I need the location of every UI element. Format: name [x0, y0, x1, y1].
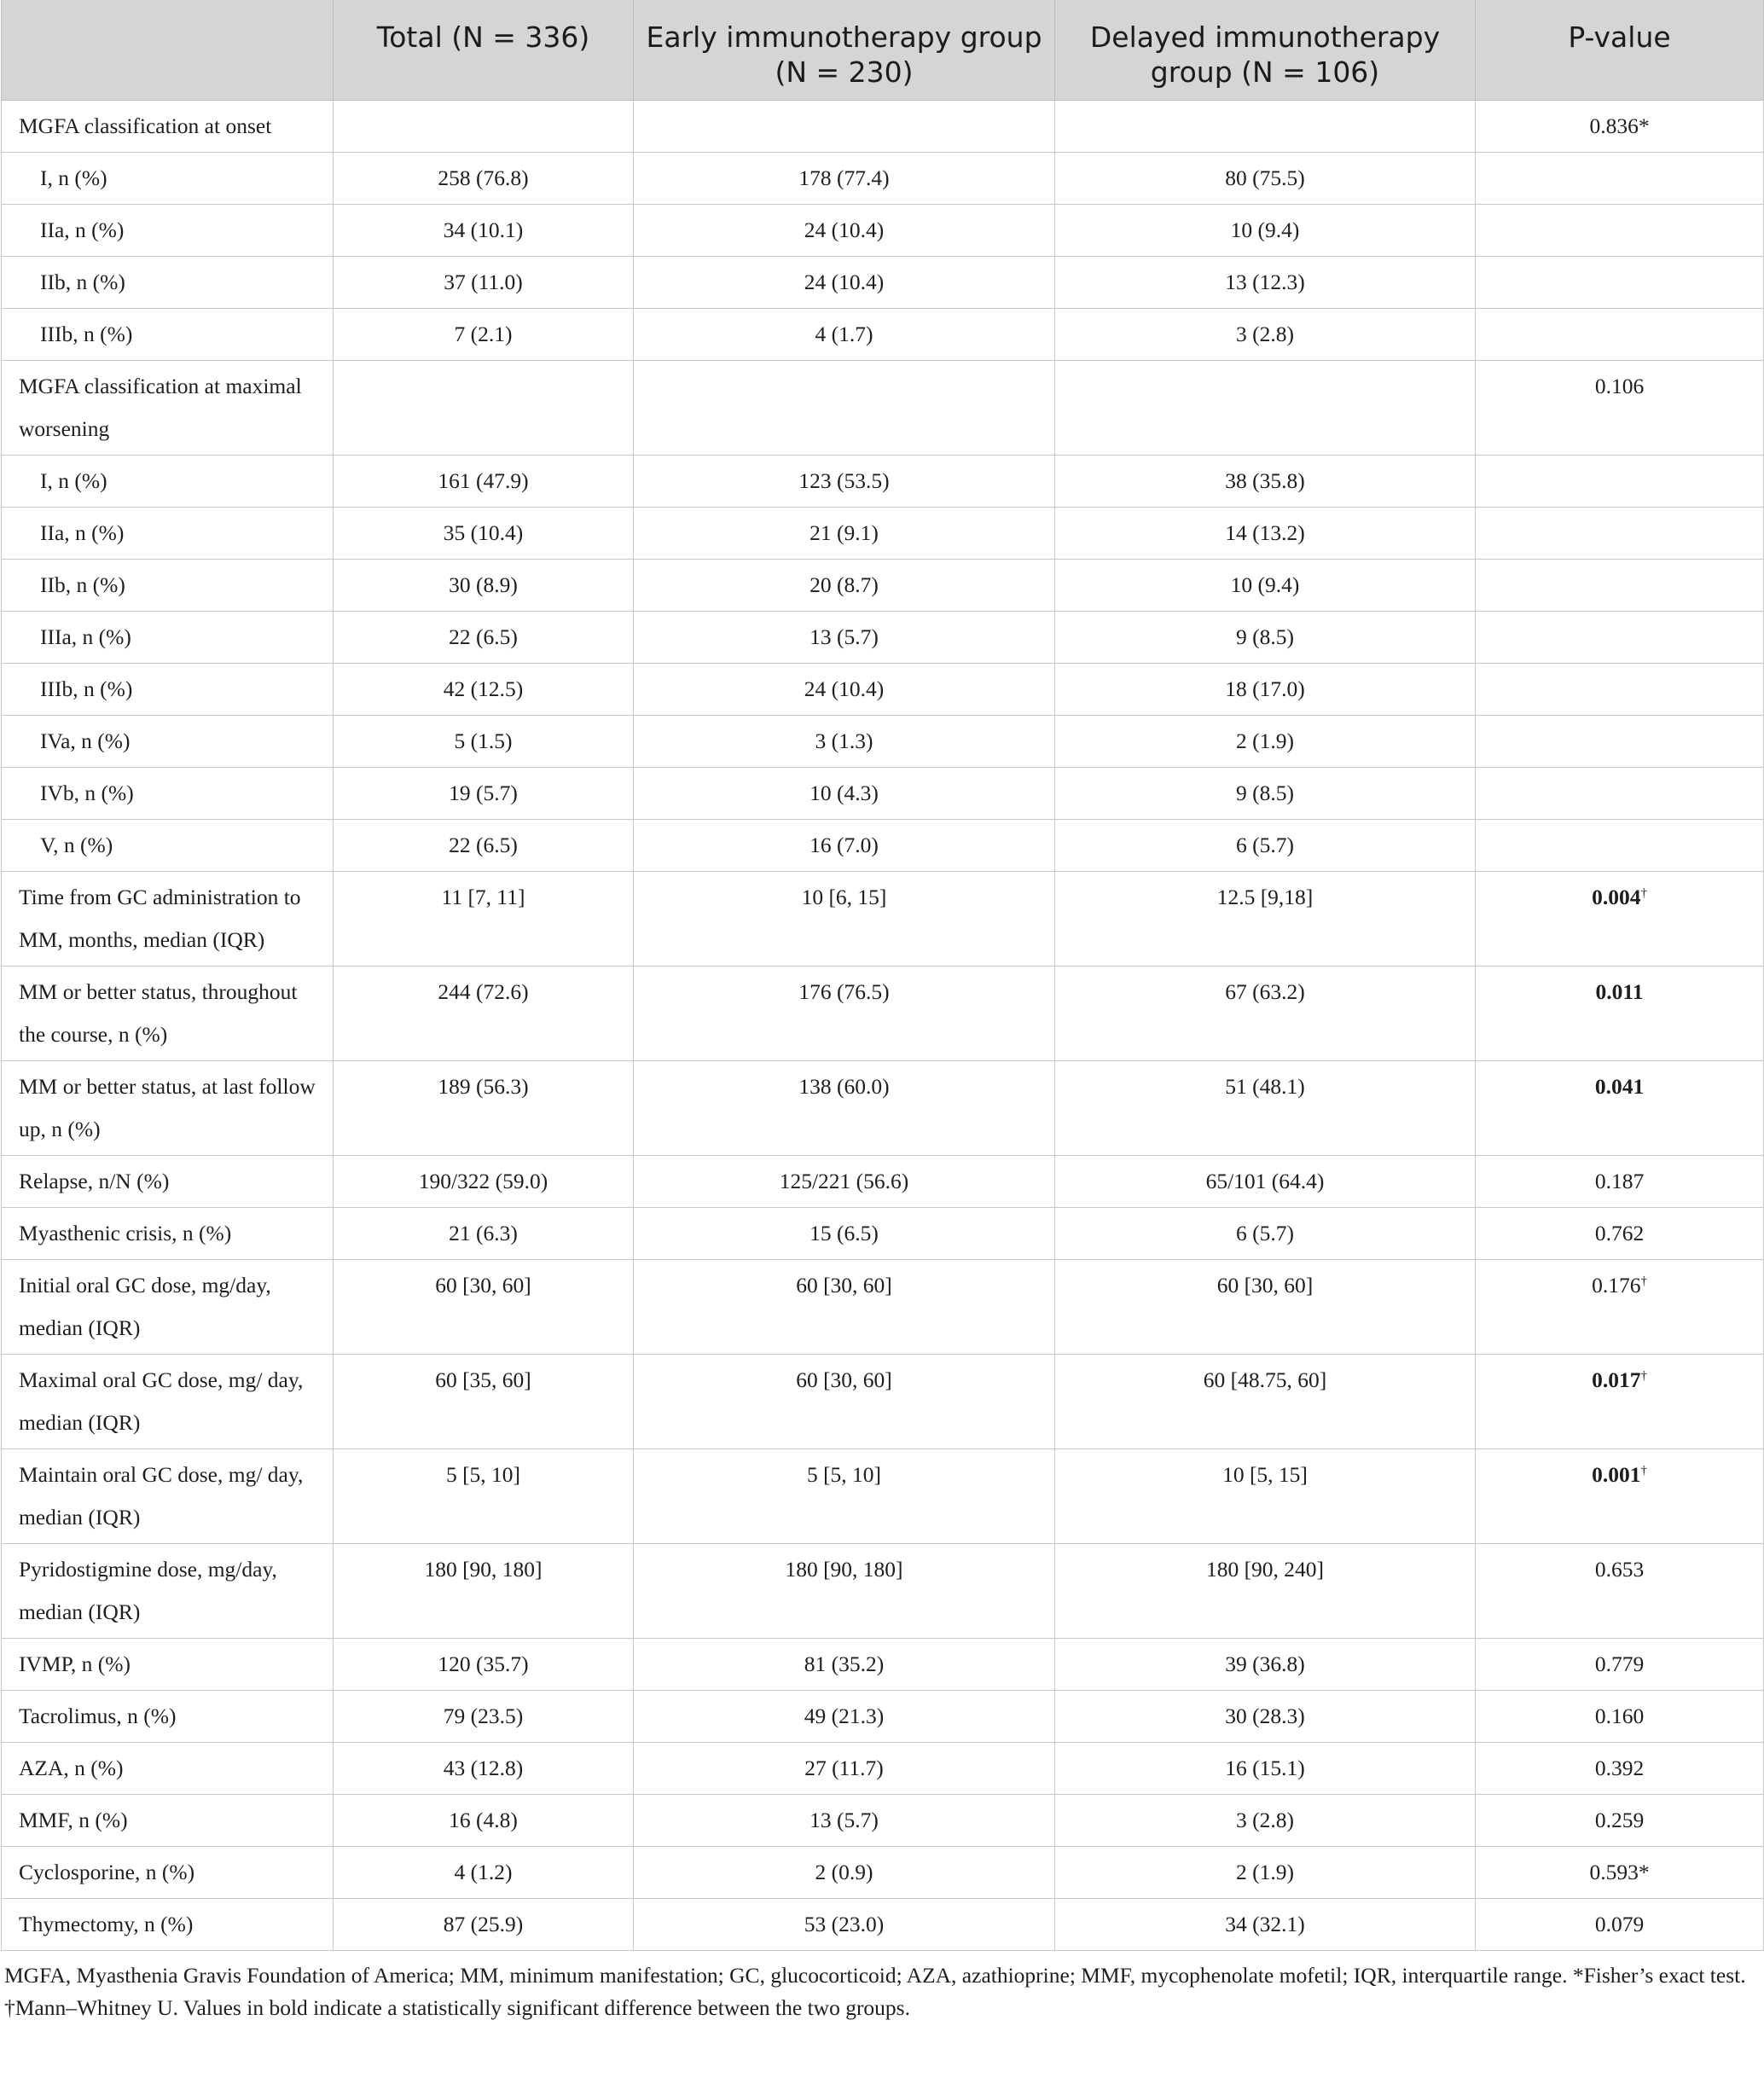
p-value-text: 0.041	[1594, 1074, 1645, 1099]
cell-early: 21 (9.1)	[634, 508, 1055, 560]
cell-early: 24 (10.4)	[634, 664, 1055, 716]
cell-p-value	[1476, 1691, 1764, 1743]
p-value-text: 0.004	[1592, 885, 1641, 909]
cell-p-value	[1476, 1156, 1764, 1208]
cell-delayed: 9 (8.5)	[1055, 768, 1476, 820]
cell-total: 22 (6.5)	[334, 612, 634, 664]
row-label: I, n (%)	[2, 456, 334, 508]
cell-total: 7 (2.1)	[334, 309, 634, 361]
cell-delayed: 12.5 [9,18]	[1055, 872, 1476, 967]
cell-p-value	[1476, 820, 1764, 872]
table-row	[2, 967, 1764, 1061]
cell-delayed: 13 (12.3)	[1055, 257, 1476, 309]
cell-total: 30 (8.9)	[334, 560, 634, 612]
cell-total: 258 (76.8)	[334, 153, 634, 205]
cell-total: 19 (5.7)	[334, 768, 634, 820]
table-row	[2, 1795, 1764, 1847]
p-value-text: 0.593*	[1589, 1860, 1650, 1884]
cell-total: 87 (25.9)	[334, 1899, 634, 1951]
cell-delayed: 2 (1.9)	[1055, 716, 1476, 768]
cell-delayed	[1055, 361, 1476, 456]
table-row	[2, 153, 1764, 205]
cell-p-value	[1476, 309, 1764, 361]
cell-total: 120 (35.7)	[334, 1639, 634, 1691]
cell-delayed: 3 (2.8)	[1055, 1795, 1476, 1847]
cell-p-value	[1476, 768, 1764, 820]
cell-delayed: 51 (48.1)	[1055, 1061, 1476, 1156]
cell-delayed: 10 [5, 15]	[1055, 1449, 1476, 1544]
cell-p-value	[1476, 560, 1764, 612]
header-row	[2, 0, 1764, 101]
row-label: IIb, n (%)	[2, 560, 334, 612]
header-delayed-group: Delayed immunotherapy group (N = 106)	[1055, 0, 1476, 101]
cell-early: 176 (76.5)	[634, 967, 1055, 1061]
cell-early: 60 [30, 60]	[634, 1355, 1055, 1449]
cell-delayed: 6 (5.7)	[1055, 820, 1476, 872]
cell-total	[334, 361, 634, 456]
cell-p-value	[1476, 1260, 1764, 1355]
cell-early: 53 (23.0)	[634, 1899, 1055, 1951]
row-label: Relapse, n/N (%)	[2, 1156, 334, 1208]
cell-total: 37 (11.0)	[334, 257, 634, 309]
header-p-value: P-value	[1476, 0, 1764, 101]
cell-early: 5 [5, 10]	[634, 1449, 1055, 1544]
row-label: IIIa, n (%)	[2, 612, 334, 664]
cell-early: 3 (1.3)	[634, 716, 1055, 768]
row-label: IIIb, n (%)	[2, 664, 334, 716]
cell-p-value	[1476, 716, 1764, 768]
table-row	[2, 1743, 1764, 1795]
p-value-text: 0.259	[1594, 1808, 1645, 1832]
dagger-mark: †	[1640, 886, 1647, 900]
dagger-mark: †	[1640, 1464, 1647, 1477]
cell-early: 4 (1.7)	[634, 309, 1055, 361]
cell-early	[634, 101, 1055, 153]
cell-early: 16 (7.0)	[634, 820, 1055, 872]
cell-delayed: 60 [30, 60]	[1055, 1260, 1476, 1355]
row-label: I, n (%)	[2, 153, 334, 205]
header-early-group: Early immunotherapy group (N = 230)	[634, 0, 1055, 101]
dagger-mark: †	[1640, 1274, 1647, 1288]
cell-early: 2 (0.9)	[634, 1847, 1055, 1899]
row-label: IIa, n (%)	[2, 205, 334, 257]
table-row	[2, 1208, 1764, 1260]
cell-early: 81 (35.2)	[634, 1639, 1055, 1691]
p-value-text: 0.836*	[1589, 113, 1650, 138]
cell-p-value	[1476, 101, 1764, 153]
row-label: MM or better status, throughout the course, n (%)	[2, 967, 334, 1061]
cell-delayed	[1055, 101, 1476, 153]
cell-total: 180 [90, 180]	[334, 1544, 634, 1639]
table-row	[2, 560, 1764, 612]
cell-p-value	[1476, 153, 1764, 205]
cell-early: 125/221 (56.6)	[634, 1156, 1055, 1208]
p-value-text: 0.011	[1595, 979, 1644, 1004]
row-label: Time from GC administration to MM, months, median (IQR)	[2, 872, 334, 967]
table-row	[2, 309, 1764, 361]
p-value-text: 0.176	[1592, 1273, 1641, 1297]
table-row	[2, 1847, 1764, 1899]
row-label: IIIb, n (%)	[2, 309, 334, 361]
cell-delayed: 60 [48.75, 60]	[1055, 1355, 1476, 1449]
cell-total: 189 (56.3)	[334, 1061, 634, 1156]
cell-total: 16 (4.8)	[334, 1795, 634, 1847]
cell-p-value	[1476, 1795, 1764, 1847]
cell-total: 5 (1.5)	[334, 716, 634, 768]
p-value-text: 0.187	[1594, 1169, 1645, 1193]
row-label: Maintain oral GC dose, mg/ day, median (IQR)	[2, 1449, 334, 1544]
table-row	[2, 1355, 1764, 1449]
cell-early	[634, 361, 1055, 456]
cell-total: 22 (6.5)	[334, 820, 634, 872]
cell-delayed: 39 (36.8)	[1055, 1639, 1476, 1691]
cell-delayed: 16 (15.1)	[1055, 1743, 1476, 1795]
row-label: IVa, n (%)	[2, 716, 334, 768]
cell-p-value	[1476, 1743, 1764, 1795]
table-row	[2, 1449, 1764, 1544]
cell-total: 79 (23.5)	[334, 1691, 634, 1743]
row-label: MGFA classification at maximal worsening	[2, 361, 334, 456]
table-row	[2, 508, 1764, 560]
cell-early: 10 (4.3)	[634, 768, 1055, 820]
p-value-text: 0.079	[1594, 1912, 1645, 1936]
table-row	[2, 768, 1764, 820]
table-row	[2, 716, 1764, 768]
cell-delayed: 38 (35.8)	[1055, 456, 1476, 508]
p-value-text: 0.392	[1594, 1756, 1645, 1780]
cell-p-value	[1476, 1449, 1764, 1544]
cell-p-value	[1476, 612, 1764, 664]
cell-early: 24 (10.4)	[634, 257, 1055, 309]
row-label: Thymectomy, n (%)	[2, 1899, 334, 1951]
cell-p-value	[1476, 872, 1764, 967]
cell-early: 13 (5.7)	[634, 612, 1055, 664]
header-variable	[2, 0, 334, 101]
table-row	[2, 664, 1764, 716]
cell-delayed: 3 (2.8)	[1055, 309, 1476, 361]
cell-delayed: 6 (5.7)	[1055, 1208, 1476, 1260]
table-row	[2, 1156, 1764, 1208]
row-label: Maximal oral GC dose, mg/ day, median (IQR)	[2, 1355, 334, 1449]
cell-p-value	[1476, 1208, 1764, 1260]
cell-p-value	[1476, 967, 1764, 1061]
table-row	[2, 872, 1764, 967]
p-value-text: 0.106	[1594, 374, 1645, 398]
row-label: IVMP, n (%)	[2, 1639, 334, 1691]
cell-p-value	[1476, 1061, 1764, 1156]
row-label: IIa, n (%)	[2, 508, 334, 560]
cell-early: 24 (10.4)	[634, 205, 1055, 257]
cell-early: 123 (53.5)	[634, 456, 1055, 508]
cell-early: 180 [90, 180]	[634, 1544, 1055, 1639]
cell-total: 161 (47.9)	[334, 456, 634, 508]
row-label: IIb, n (%)	[2, 257, 334, 309]
cell-p-value	[1476, 1544, 1764, 1639]
cell-delayed: 180 [90, 240]	[1055, 1544, 1476, 1639]
table-row	[2, 205, 1764, 257]
cell-total: 34 (10.1)	[334, 205, 634, 257]
cell-early: 60 [30, 60]	[634, 1260, 1055, 1355]
cell-delayed: 34 (32.1)	[1055, 1899, 1476, 1951]
cell-p-value	[1476, 361, 1764, 456]
cell-total: 21 (6.3)	[334, 1208, 634, 1260]
p-value-text: 0.001	[1592, 1462, 1641, 1487]
cell-delayed: 18 (17.0)	[1055, 664, 1476, 716]
row-label: V, n (%)	[2, 820, 334, 872]
table-row	[2, 257, 1764, 309]
row-label: Pyridostigmine dose, mg/day, median (IQR)	[2, 1544, 334, 1639]
p-value-text: 0.779	[1594, 1652, 1645, 1676]
cell-early: 49 (21.3)	[634, 1691, 1055, 1743]
cell-early: 10 [6, 15]	[634, 872, 1055, 967]
row-label: Myasthenic crisis, n (%)	[2, 1208, 334, 1260]
cell-total: 43 (12.8)	[334, 1743, 634, 1795]
cell-delayed: 80 (75.5)	[1055, 153, 1476, 205]
row-label: AZA, n (%)	[2, 1743, 334, 1795]
table-row	[2, 1899, 1764, 1951]
cell-p-value	[1476, 1847, 1764, 1899]
cell-p-value	[1476, 1639, 1764, 1691]
row-label: Tacrolimus, n (%)	[2, 1691, 334, 1743]
p-value-text: 0.762	[1594, 1221, 1645, 1245]
table-row	[2, 361, 1764, 456]
header-total: Total (N = 336)	[334, 0, 634, 101]
cell-delayed: 10 (9.4)	[1055, 205, 1476, 257]
p-value-text: 0.017	[1592, 1367, 1641, 1392]
cell-delayed: 65/101 (64.4)	[1055, 1156, 1476, 1208]
cell-total	[334, 101, 634, 153]
dagger-mark: †	[1640, 1369, 1647, 1383]
table-row	[2, 820, 1764, 872]
cell-total: 60 [30, 60]	[334, 1260, 634, 1355]
row-label: MGFA classification at onset	[2, 101, 334, 153]
cell-early: 20 (8.7)	[634, 560, 1055, 612]
cell-early: 138 (60.0)	[634, 1061, 1055, 1156]
cell-total: 11 [7, 11]	[334, 872, 634, 967]
cell-p-value	[1476, 508, 1764, 560]
cell-delayed: 10 (9.4)	[1055, 560, 1476, 612]
p-value-text: 0.160	[1594, 1704, 1645, 1728]
cell-early: 178 (77.4)	[634, 153, 1055, 205]
cell-total: 60 [35, 60]	[334, 1355, 634, 1449]
table-row	[2, 101, 1764, 153]
cell-p-value	[1476, 664, 1764, 716]
cell-total: 42 (12.5)	[334, 664, 634, 716]
table-row	[2, 1260, 1764, 1355]
row-label: Initial oral GC dose, mg/day, median (IQR)	[2, 1260, 334, 1355]
cell-delayed: 14 (13.2)	[1055, 508, 1476, 560]
row-label: IVb, n (%)	[2, 768, 334, 820]
cell-p-value	[1476, 257, 1764, 309]
row-label: MM or better status, at last follow up, n (%)	[2, 1061, 334, 1156]
cell-total: 244 (72.6)	[334, 967, 634, 1061]
cell-delayed: 30 (28.3)	[1055, 1691, 1476, 1743]
cell-delayed: 2 (1.9)	[1055, 1847, 1476, 1899]
cell-early: 27 (11.7)	[634, 1743, 1055, 1795]
cell-delayed: 67 (63.2)	[1055, 967, 1476, 1061]
table-row	[2, 612, 1764, 664]
results-table	[1, 0, 1764, 1951]
cell-total: 5 [5, 10]	[334, 1449, 634, 1544]
cell-early: 13 (5.7)	[634, 1795, 1055, 1847]
cell-p-value	[1476, 456, 1764, 508]
table-row	[2, 1639, 1764, 1691]
table-row	[2, 456, 1764, 508]
cell-early: 15 (6.5)	[634, 1208, 1055, 1260]
table-row	[2, 1061, 1764, 1156]
p-value-text: 0.653	[1594, 1557, 1645, 1582]
table-row	[2, 1691, 1764, 1743]
cell-delayed: 9 (8.5)	[1055, 612, 1476, 664]
cell-p-value	[1476, 1355, 1764, 1449]
cell-total: 35 (10.4)	[334, 508, 634, 560]
row-label: MMF, n (%)	[2, 1795, 334, 1847]
row-label: Cyclosporine, n (%)	[2, 1847, 334, 1899]
cell-total: 190/322 (59.0)	[334, 1156, 634, 1208]
cell-p-value	[1476, 1899, 1764, 1951]
table-footnote: MGFA, Myasthenia Gravis Foundation of America; MM, minimum manifestation; GC, glucocorticoid; AZA, azathioprine; MMF, mycophenolate mofetil; IQR, interquartile range. *Fisher’s exact test. †Mann–Whitney U. Values in bold indicate a statistically significant difference between the two groups.	[4, 1963, 1746, 2020]
cell-p-value	[1476, 205, 1764, 257]
cell-total: 4 (1.2)	[334, 1847, 634, 1899]
table-row	[2, 1544, 1764, 1639]
